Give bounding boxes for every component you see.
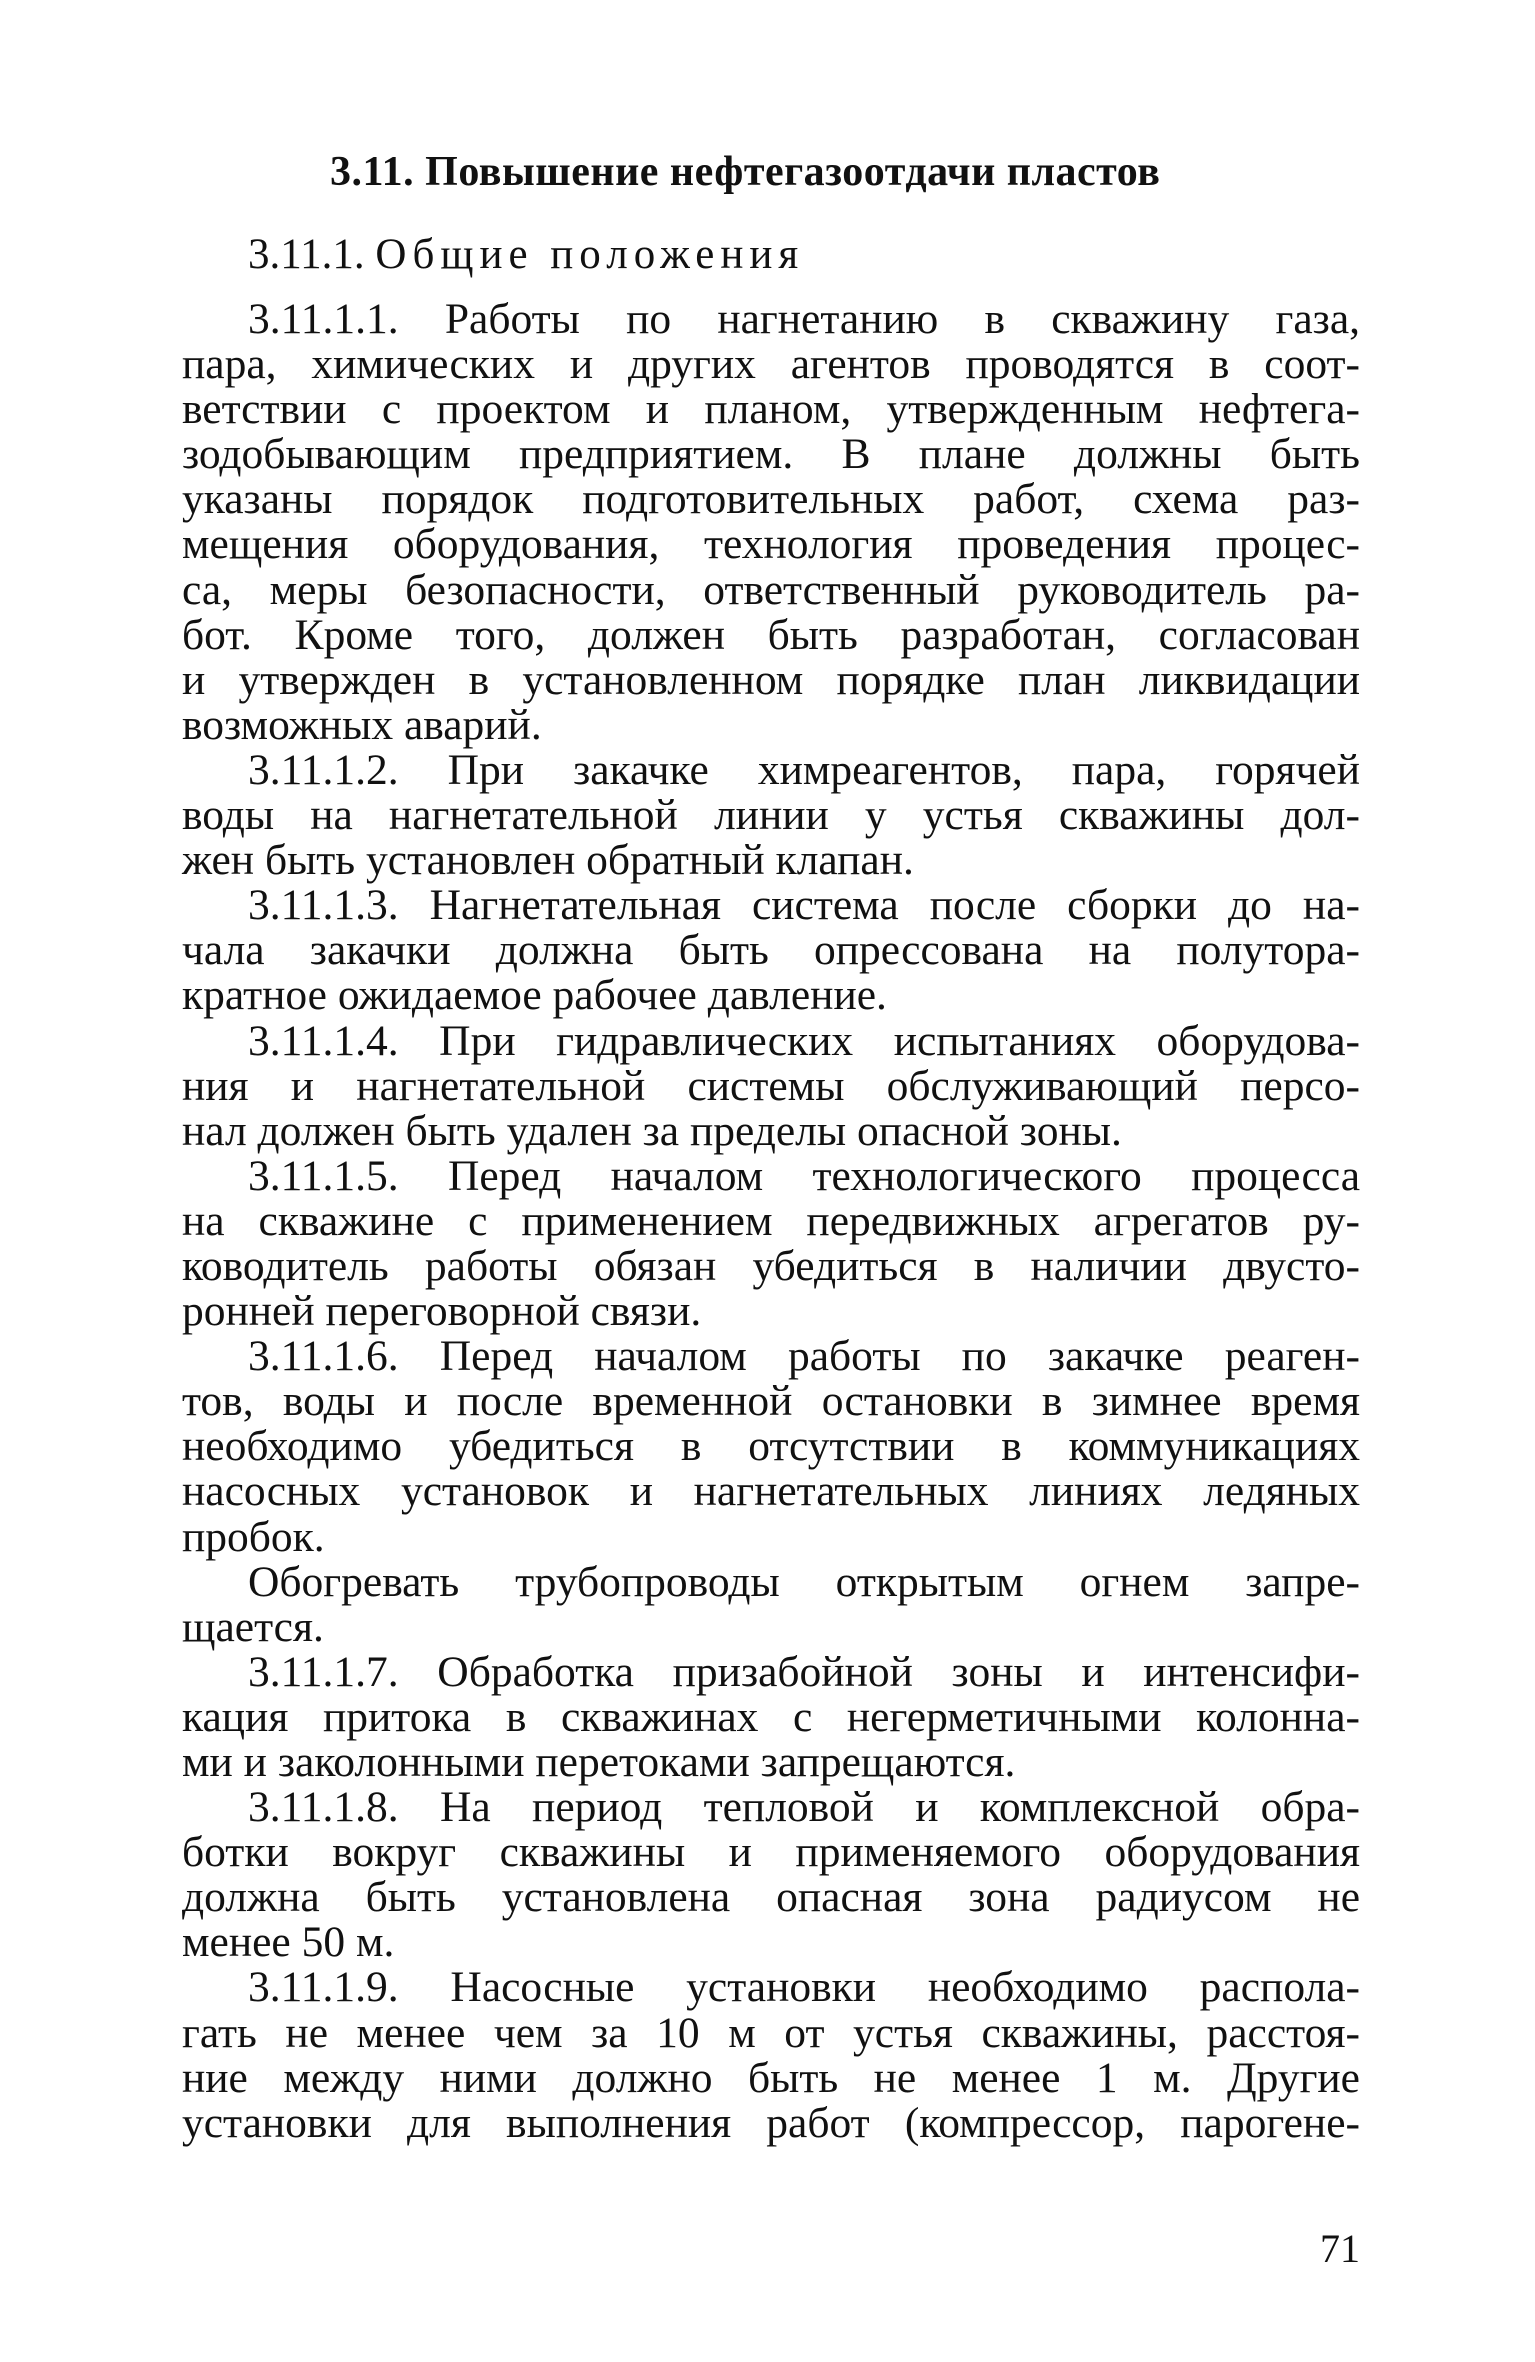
text-line: 3.11.1.6. Перед началом работы по закачке реаген- — [248, 1332, 1360, 1381]
text-line: зодобывающим предприятием. В плане должны быть — [182, 430, 1360, 479]
text-line: чала закачки должна быть опрессована на полутора- — [182, 926, 1360, 975]
text-line: установки для выполнения работ (компрессор, парогене- — [182, 2098, 1360, 2147]
text-line: 3.11.1.4. При гидравлических испытаниях оборудова- — [248, 1016, 1360, 1065]
text-line: воды на нагнетательной линии у устья скважины дол- — [182, 791, 1360, 840]
text-line: кация притока в скважинах с негерметичными колонна- — [182, 1692, 1360, 1741]
text-line: пара, химических и других агентов проводятся в соот- — [182, 340, 1360, 389]
text-line: щается. — [182, 1602, 324, 1651]
text-line: кратное ожидаемое рабочее давление. — [182, 971, 887, 1020]
text-line: необходимо убедиться в отсутствии в коммуникациях — [182, 1422, 1360, 1471]
text-line: ботки вокруг скважины и применяемого оборудования — [182, 1828, 1360, 1877]
text-line: ми и заколонными перетоками запрещаются. — [182, 1738, 1016, 1786]
section-heading: 3.11. Повышение нефтегазоотдачи пластов — [330, 149, 1161, 195]
text-line: 3.11.1.5. Перед началом технологического процесса — [248, 1151, 1360, 1200]
text-line: ния и нагнетательной системы обслуживающий персо- — [182, 1061, 1360, 1110]
subsection-number: 3.11.1. — [248, 231, 365, 278]
text-line: насосных установок и нагнетательных линиях ледяных — [182, 1467, 1360, 1516]
text-line: менее 50 м. — [182, 1918, 395, 1967]
text-line: жен быть установлен обратный клапан. — [182, 836, 914, 885]
text-line: на скважине с применением передвижных агрегатов ру- — [182, 1196, 1360, 1245]
text-line: 3.11.1.7. Обработка призабойной зоны и интенсифи- — [248, 1647, 1360, 1696]
text-line: са, меры безопасности, ответственный руководитель ра- — [182, 565, 1360, 614]
subsection-heading — [248, 230, 804, 279]
text-line: и утвержден в установленном порядке план ликвидации — [182, 655, 1360, 704]
text-line: 3.11.1.8. На период тепловой и комплексной обра- — [248, 1783, 1360, 1832]
text-line: 3.11.1.2. При закачке химреагентов, пара, горячей — [248, 745, 1360, 794]
body-text — [182, 297, 1360, 2146]
text-line: 3.11.1.1. Работы по нагнетанию в скважину газа, — [248, 295, 1360, 343]
text-line: мещения оборудования, технология проведения процес- — [182, 520, 1360, 569]
text-line: нал должен быть удален за пределы опасной зоны. — [182, 1106, 1122, 1155]
text-line: ветствии с проектом и планом, утвержденным нефтега- — [182, 385, 1360, 434]
text-line: указаны порядок подготовительных работ, схема раз- — [182, 475, 1360, 524]
text-line: должна быть установлена опасная зона радиусом не — [182, 1873, 1360, 1922]
text-line: возможных аварий. — [182, 700, 542, 749]
text-line: 3.11.1.3. Нагнетательная система после сборки до на- — [248, 881, 1360, 930]
text-line: 3.11.1.9. Насосные установки необходимо распола- — [248, 1963, 1360, 2012]
text-line: ронней переговорной связи. — [182, 1287, 702, 1336]
text-line: гать не менее чем за 10 м от устья скважины, расстоя- — [182, 2008, 1360, 2057]
text-line: ние между ними должно быть не менее 1 м. Другие — [182, 2053, 1360, 2102]
text-line: пробок. — [182, 1512, 325, 1561]
text-line: бот. Кроме того, должен быть разработан, согласован — [182, 610, 1360, 659]
text-line: Обогревать трубопроводы открытым огнем запре- — [248, 1557, 1360, 1606]
subsection-title: Общие положения — [375, 231, 805, 278]
text-line: тов, воды и после временной остановки в зимнее время — [182, 1377, 1360, 1426]
page-number: 71 — [1320, 2226, 1360, 2271]
text-line: ководитель работы обязан убедиться в наличии двусто- — [182, 1241, 1360, 1290]
